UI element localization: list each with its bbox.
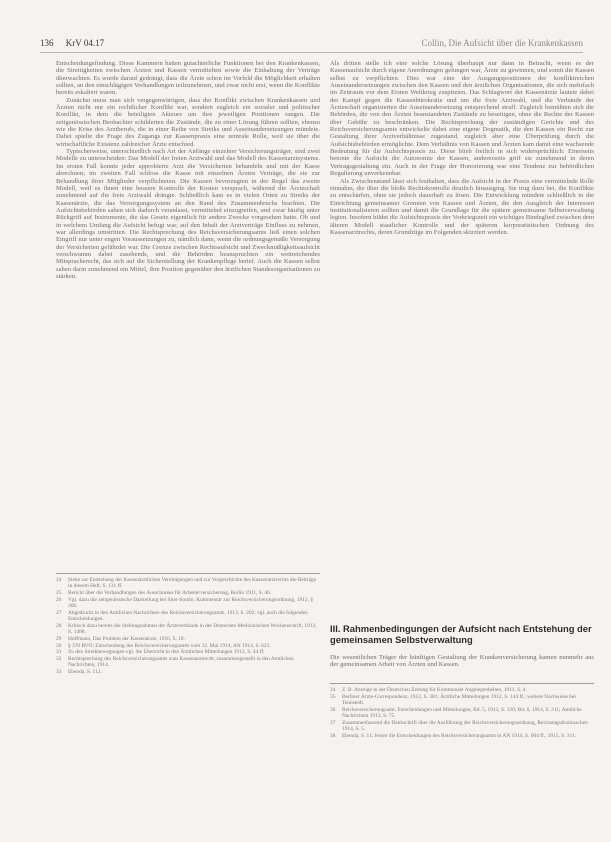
footnote <box>56 623 320 636</box>
footnote <box>56 649 320 655</box>
left-column <box>56 60 320 565</box>
section-body: Die wesentlichen Träger der künftigen Gestaltung der Krankenversicherung kamen nunmehr aus der gemeinsamen Arbeit von Ärzten und Kassen. <box>330 654 594 669</box>
footnote-text: Ebenda, S. 112. <box>68 669 102 675</box>
section-heading: III. Rahmenbedingungen der Aufsicht nach Entstehung der gemeinsamen Selbstverwaltung <box>330 623 592 645</box>
footnote-number: 24 <box>56 577 62 583</box>
footnote-number: 38 <box>330 732 336 739</box>
article-title: Collin, Die Aufsicht über die Krankenkassen <box>421 38 583 48</box>
footnote-text: Bericht über die Verhandlungen des Ausschusses für Arbeiterversicherung, Berlin 1911, S. 46. <box>68 590 272 596</box>
footnote-number: 32 <box>56 656 62 662</box>
footnote <box>56 610 320 623</box>
left-paragraph-3: Typischerweise, unterschiedlich nach Art der Anfänge einzelner Versicherungsträger, sind zwei Modelle zu unterscheiden: Das Modell der freien Arztwahl und das Modell des Kassenarztsystems. Im ersten Fall konnte jeder approbierte Arzt die Versicherten behandeln und mit der Kasse abrechnen; im zweiten Fall schloss die Kasse mit einzelnen Ärzten Verträge, die sie zur Behandlung ihrer Mitglieder verpflichteten. Die Kassen bevorzugten in der Regel das zweite Modell, weil es ihnen eine bessere Kontrolle der Kosten versprach, während die Ärzteschaft zunehmend auf die freie Arztwahl drängte. Schließlich kam es in vielen Orten zu Streiks der Kassenärzte, die das Versorgungssystem an den Rand des Zusammenbruchs brachten. Die Aufsichtsbehörden sahen sich dadurch veranlasst, vermittelnd einzugreifen, und zwar häufig unter Rückgriff auf Instrumente, die das Gesetz eigentlich für andere Zwecke vorgesehen hatte. Ob und in welchem Umfang die Aufsicht befugt war, auf den Inhalt der Arztverträge Einfluss zu nehmen, war allerdings umstritten. Die Rechtsprechung des Reichsversicherungsamts ließ einen solchen Eingriff nur unter engen Voraussetzungen zu, nämlich dann, wenn die ordnungsgemäße Versorgung der Versicherten gefährdet war. Die Grenze zwischen Rechtsaufsicht und Zweckmäßigkeitsaufsicht verschwamm dabei zusehends, und die Behörden beanspruchten ein weitreichendes Mitspracherecht, das sich auf die Sicherstellung der Krankenpflege berief. Auch die Kassen selbst sahen darin zunehmend ein Mittel, ihre Position gegenüber den ärztlichen Standesorganisationen zu stärken. <box>56 148 320 280</box>
right-paragraph-1: Als dritten stelle ich eine solche Lösung überhaupt nur dann in Betracht, wenn es der Kassenaufsicht durch eigene Anordnungen gelungen war, Ärzte zu gewinnen, und somit die Kassen selbst zu verpflichten. Dies war eine der Ausgangspositionen der konfliktreichen Auseinandersetzungen zwischen den Kassen und den ärztlichen Organisationen, die sich mehrfach im Zeitraum vor dem Ersten Weltkrieg zuspitzten. Das Schlagwort der Kassenärzte lautete dabei der Kampf gegen die Kassenbürokratie und um die freie Arztwahl, und die Verbände der Ärzteschaft organisierten die Auseinandersetzung entsprechend straff. Zugleich bemühten sich die Behörden, die von den Ärzten beanstandeten Zustände zu beseitigen, ohne die Rechte der Kassen über Gebühr zu beschränken. Die Rechtsprechung der zuständigen Gerichte und des Reichsversicherungsamts entwickelte dabei eine eigene Dogmatik, die den Kassen ein Recht zur Gestaltung ihrer Arztverhältnisse zugestand, zugleich aber eine Überprüfung durch die Aufsichtsbehörden ermöglichte. Dem Verhältnis von Kassen und Ärzten kam damit eine wachsende Bedeutung für die Aufsichtspraxis zu. Diese blieb freilich in sich widersprüchlich: Einerseits betonte die Aufsicht die Autonomie der Kassen, andererseits griff sie zunehmend in deren Vertragsgestaltung ein. Auch in der Frage der Honorierung war eine Tendenz zur behördlichen Regulierung unverkennbar. <box>330 60 594 178</box>
footnote-text: Abgedruckt in den Amtlichen Nachrichten des Reichsversicherungsamts, 1913, S. 202; vgl. auch die folgenden Entscheidungen. <box>68 609 308 622</box>
footnote-text: Ebenda, S. 11; ferner die Entscheidungen des Reichsversicherungsamts in AN 1914, S. 604 ff., 1915, S. 311. <box>342 732 577 739</box>
footnote <box>56 656 320 669</box>
footnote <box>330 707 594 720</box>
left-paragraph-2: Zunächst muss man sich vergegenwärtigen, dass der Konflikt zwischen Krankenkassen und Ärzten nicht nur ein rechtlicher Konflikt war, sondern zugleich ein sozialer und politischer Konflikt, in dem die beteiligten Akteure um ihre jeweiligen Positionen rangen. Die zeitgenössischen Beobachter schilderten die Zustände, die zu einer Lösung führen sollten, ebenso wie die Krise des Arztberufs, die in einer Reihe von Streiks und Auseinandersetzungen mündete. Dabei spielte die Frage des Zugangs zur Kassenpraxis eine zentrale Rolle, weil sie über die wirtschaftliche Existenz zahlreicher Ärzte entschied. <box>56 96 320 148</box>
footnotes-right <box>330 683 594 740</box>
footnote <box>56 636 320 642</box>
footnote <box>56 643 320 649</box>
page-number: 136 <box>40 38 54 48</box>
footnote-text: Reichsversicherungsamt, Entscheidungen und Mitteilungen, Bd. 5, 1913, S. 120; Bd. 6, 1914, S. 211; Amtliche Nachrichten 1913, S. 75. <box>342 706 582 719</box>
footnote-number: 29 <box>56 635 62 642</box>
footnote-text: Zusammenfassend die Denkschrift über die Ausführung der Reichsversicherungsordnung, Reichstagsdrucksachen 1914, S. 5. <box>342 719 588 732</box>
right-column <box>330 60 594 615</box>
footnote-text: § 370 RVO; Entscheidung des Reichsversicherungsamts vom 12. Mai 1914, AN 1914, S. 623. <box>68 642 271 649</box>
footnote <box>56 669 320 675</box>
footnote-number: 34 <box>330 687 336 693</box>
footnote <box>56 597 320 610</box>
footnote <box>56 590 320 596</box>
footnote-number: 35 <box>330 693 336 700</box>
header-left <box>40 38 104 48</box>
footnote-text: Rechtsprechung des Reichsversicherungsamts zum Kassenarztrecht, zusammengestellt in den Amtlichen Nachrichten, 1914. <box>68 656 294 669</box>
left-paragraph-1: Entscheidungsfindung. Diese Kammern hatten gutachterliche Funktionen bei den Krankenkassen, die Streitigkeiten zwischen Ärzten und Kassen vermittelten sowie die Einhaltung der Verträge überwachten. Es wurde darauf gedrängt, dass die Ärzte schon im Vorfeld die Möglichkeit erhalten sollten, an den einschlägigen Verhandlungen teilzunehmen, und zwar nicht erst, wenn die Konflikte bereits eskaliert waren. <box>56 60 320 97</box>
running-header <box>40 38 583 53</box>
footnote-number: 30 <box>56 642 62 649</box>
footnote <box>330 720 594 733</box>
footnote-text: Hoffmann, Das Problem der Kassenärzte, 1910, S. 18. <box>68 635 185 642</box>
footnote-text: Vgl. dazu die zeitgenössische Darstellung bei Stier-Somlo, Kommentar zur Reichsversicherungsordnung, 1912, § 368. <box>68 596 313 609</box>
footnote-number: 36 <box>330 706 336 713</box>
footnote-text: Z. B. Anzeige in der Deutschen Zeitung für Kommunale Angelegenheiten, 1911, S. 4. <box>342 687 527 693</box>
footnotes-left <box>56 573 320 676</box>
footnote-number: 27 <box>56 609 62 616</box>
footnote-number: 31 <box>56 649 62 656</box>
footnote-text: Zu den Streikbewegungen vgl. die Übersicht in den Ärztlichen Mitteilungen 1913, S. 44 ff. <box>68 649 265 656</box>
footnote-number: 26 <box>56 596 62 603</box>
footnote-number: 25 <box>56 590 62 596</box>
footnote <box>330 694 594 707</box>
footnote <box>330 687 594 693</box>
footnote-number: 37 <box>330 719 336 726</box>
footnote <box>56 577 320 590</box>
journal-name: KrV 04.17 <box>65 38 105 48</box>
footnote <box>330 733 594 739</box>
footnote-text: Kritisch dazu bereits die Stellungnahmen der Ärzteverbände in der Deutschen Medizinischen Wochenschrift, 1913, S. 1488. <box>68 622 317 635</box>
footnote-text: Berliner Ärzte-Correspondenz, 1912, S. 381; Ärztliche Mitteilungen 1912, S. 144 ff.; weitere Nachweise bei Tennstedt. <box>342 693 576 706</box>
footnote-number: 28 <box>56 622 62 629</box>
footnote-text: Siehe zur Entstehung der Kassenärztlichen Vereinigungen und zur Vorgeschichte des Kassenarztrechts die Beiträge in diesem Heft, S. 131 ff. <box>68 577 317 590</box>
footnote-number: 33 <box>56 669 62 675</box>
right-paragraph-2: Als Zwischenstand lässt sich festhalten, dass die Aufsicht in der Praxis eine vermittelnde Rolle einnahm, die über die bloße Rechtskontrolle deutlich hinausging. Sie trug dazu bei, die Konflikte zu entschärfen, ohne sie jedoch dauerhaft zu lösen. Die Entwicklung mündete schließlich in die Einrichtung gemeinsamer Gremien von Kassen und Ärzten, die den Ausgleich der Interessen institutionalisieren sollten und damit die Grundlage für die spätere gemeinsame Selbstverwaltung legten. Insofern bildet die Aufsichtspraxis der Vorkriegszeit ein wichtiges Bindeglied zwischen dem älteren Modell staatlicher Kontrolle und der späteren korporatistischen Ordnung des Kassenarztrechts, deren Grundzüge im Folgenden skizziert werden. <box>330 177 594 236</box>
